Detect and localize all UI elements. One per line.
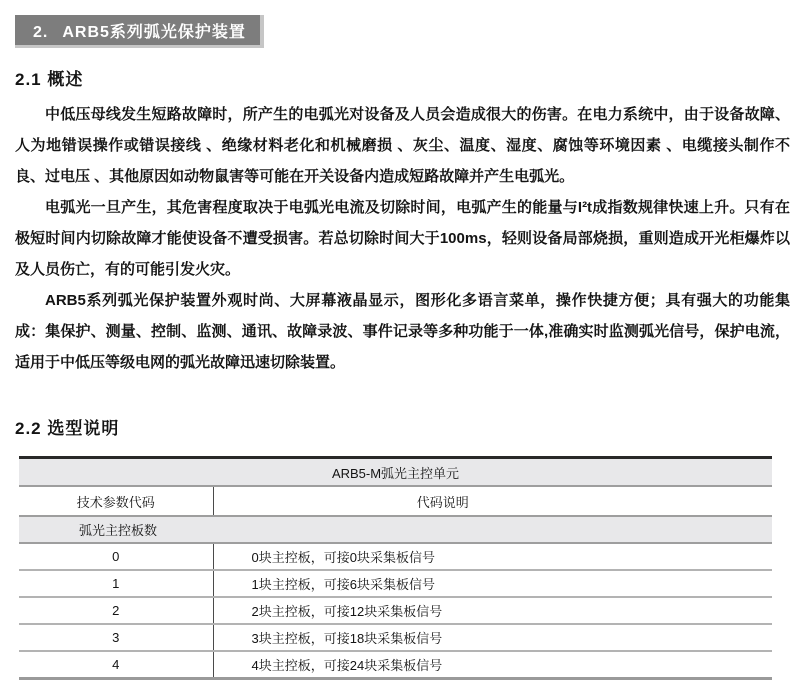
column-header-desc: 代码说明 — [213, 486, 772, 516]
table-row — [19, 624, 772, 651]
section-header-bar — [15, 15, 264, 48]
row-code: 4 — [19, 651, 213, 679]
overview-heading: 2.1 概述 — [15, 70, 84, 89]
table-group-label: 弧光主控板数 — [19, 516, 772, 543]
table-title-row — [19, 458, 772, 487]
table-row — [19, 651, 772, 679]
table-row — [19, 570, 772, 597]
column-header-code: 技术参数代码 — [19, 486, 213, 516]
row-code: 0 — [19, 543, 213, 570]
row-desc: 4块主控板，可接24块采集板信号 — [251, 658, 443, 673]
spec-table — [19, 456, 772, 680]
table-group-row — [19, 516, 772, 543]
selection-heading: 2.2 选型说明 — [15, 419, 120, 438]
table-row — [19, 543, 772, 570]
overview-paragraph-1: 中低压母线发生短路故障时，所产生的电弧光对设备及人员会造成很大的伤害。在电力系统中，由于设备故障、人为地错误操作或错误接线 、绝缘材料老化和机械磨损 、灰尘、温度、湿度、腐蚀等环境因素 、电缆接头制作不良、过电压 、其他原因如动物鼠害等可能在开关设备内造成短路故障并产生电弧光。 — [15, 106, 790, 185]
table-title: ARB5-M弧光主控单元 — [19, 458, 772, 487]
row-desc: 0块主控板，可接0块采集板信号 — [213, 543, 772, 570]
row-code: 1 — [19, 570, 213, 597]
section-title: ARB5系列弧光保护装置 — [62, 24, 246, 41]
overview-paragraph-2: 电弧光一旦产生，其危害程度取决于电弧光电流及切除时间，电弧产生的能量与I²t成指数规律快速上升。只有在极短时间内切除故障才能使设备不遭受损害。若总切除时间大于100ms，轻则设备局部烧损，重则造成开光柜爆炸以及人员伤亡，有的可能引发火灾。 — [15, 199, 790, 278]
table-row — [19, 597, 772, 624]
section-number: 2. — [33, 24, 49, 41]
row-desc: 3块主控板，可接18块采集板信号 — [213, 624, 772, 651]
row-code: 2 — [19, 597, 213, 624]
row-desc: 2块主控板，可接12块采集板信号 — [213, 597, 772, 624]
overview-paragraph-3: ARB5系列弧光保护装置外观时尚、大屏幕液晶显示，图形化多语言菜单，操作快捷方便；具有强大的功能集成：集保护、测量、控制、监测、通讯、故障录波、事件记录等多种功能于一体,准确实时监测弧光信号，保护电流，适用于中低压等级电网的弧光故障迅速切除装置。 — [15, 292, 790, 371]
row-desc: 1块主控板，可接6块采集板信号 — [213, 570, 772, 597]
row-code: 3 — [19, 624, 213, 651]
table-column-header-row — [19, 486, 772, 516]
